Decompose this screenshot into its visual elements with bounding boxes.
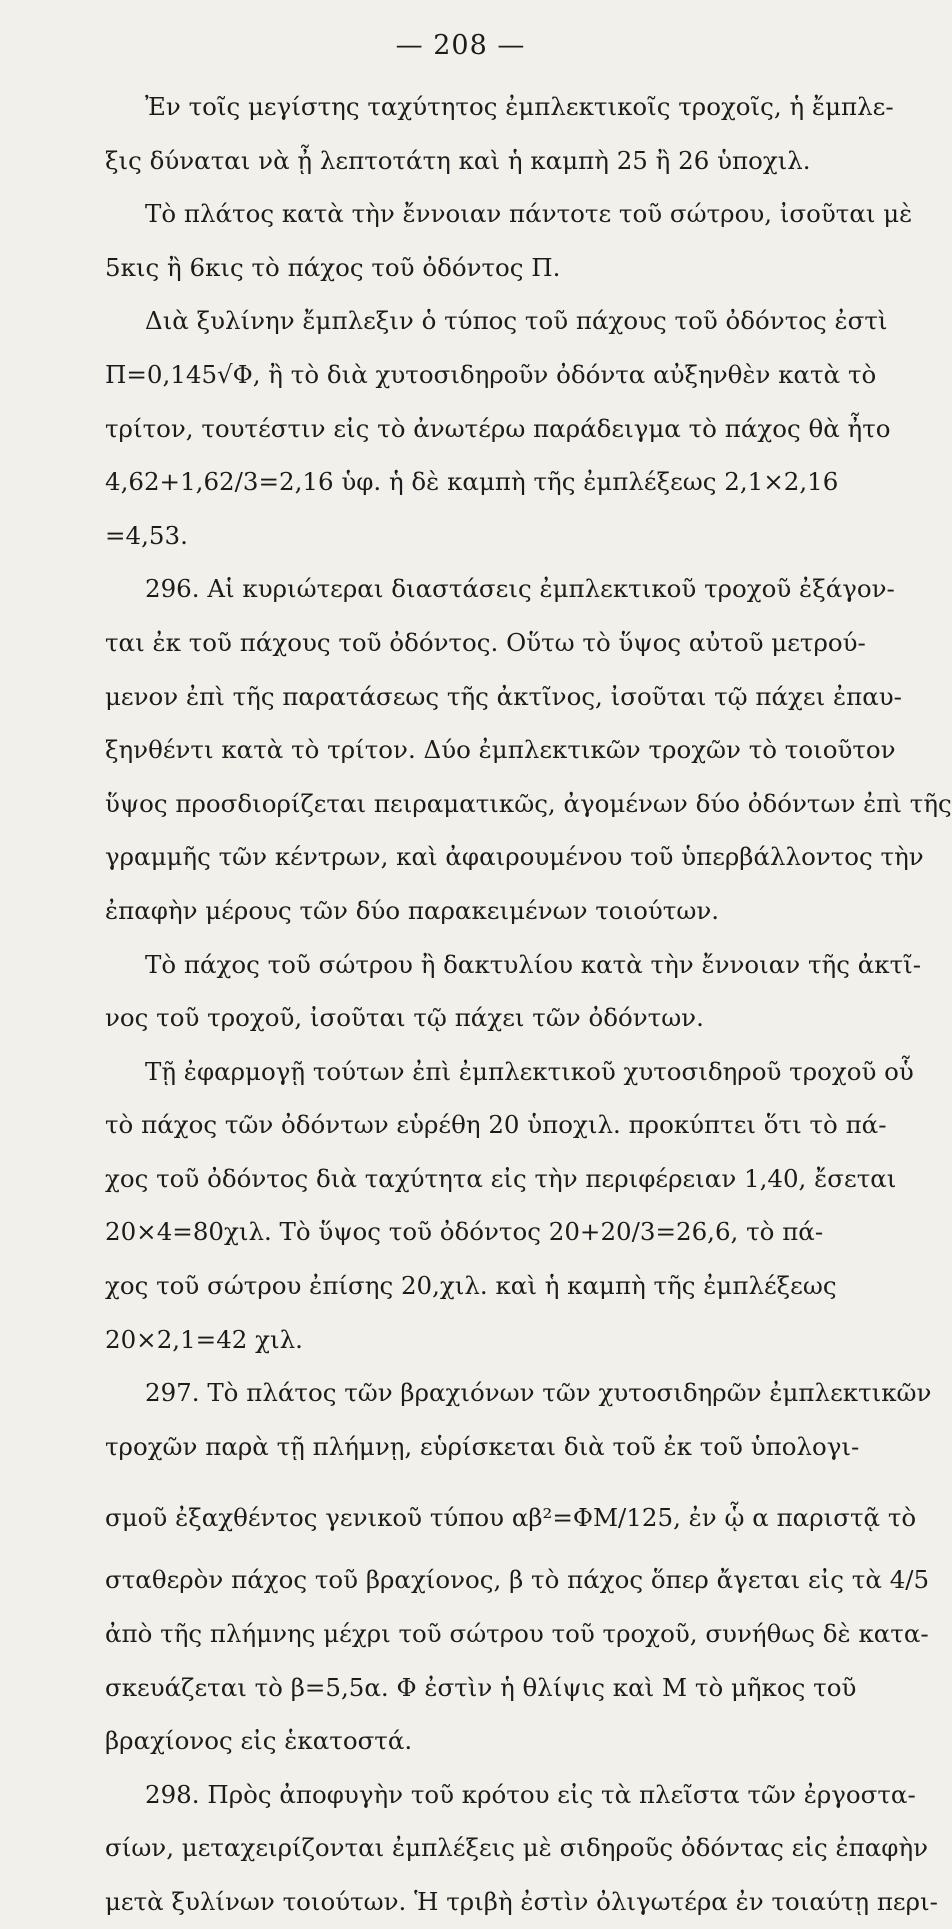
text-line: τὸ πάχος τῶν ὀδόντων εὑρέθη 20 ὑποχιλ. προκύπτει ὅτι τὸ πά- bbox=[105, 1110, 887, 1140]
formula-line: σμοῦ ἐξαχθέντος γενικοῦ τύπου αβ²=ΦΜ/125, ἐν ᾧ α παριστᾷ τὸ bbox=[105, 1503, 917, 1533]
text-line: ξηνθέντι κατὰ τὸ τρίτον. Δύο ἐμπλεκτικῶν τροχῶν τὸ τοιοῦτον bbox=[105, 735, 896, 765]
text-line: μετὰ ξυλίνων τοιούτων. Ἡ τριβὴ ἐστὶν ὀλιγωτέρα ἐν τοιαύτῃ περι- bbox=[105, 1887, 938, 1916]
text-line: Τὸ πλάτος κατὰ τὴν ἔννοιαν πάντοτε τοῦ σώτρου, ἰσοῦται μὲ bbox=[145, 199, 913, 229]
text-line: ἐπαφὴν μέρους τῶν δύο παρακειμένων τοιούτων. bbox=[105, 895, 720, 925]
section-298-start: 298. Πρὸς ἀποφυγὴν τοῦ κρότου εἰς τὰ πλεῖστα τῶν ἐργοστα- bbox=[145, 1779, 916, 1809]
text-line: σταθερὸν πάχος τοῦ βραχίονος, β τὸ πάχος ὅπερ ἄγεται εἰς τὰ 4/5 bbox=[105, 1565, 930, 1595]
text-line: 5κις ἢ 6κις τὸ πάχος τοῦ ὀδόντος Π. bbox=[105, 252, 561, 282]
section-296-start: 296. Αἱ κυριώτεραι διαστάσεις ἐμπλεκτικοῦ τροχοῦ ἐξάγον- bbox=[145, 574, 895, 604]
text-line: μενον ἐπὶ τῆς παρατάσεως τῆς ἀκτῖνος, ἰσοῦται τῷ πάχει ἐπαυ- bbox=[105, 681, 902, 711]
text-line: Διὰ ξυλίνην ἔμπλεξιν ὁ τύπος τοῦ πάχους τοῦ ὀδόντος ἐστὶ bbox=[145, 306, 888, 336]
text-line: 4,62+1,62/3=2,16 ὑφ. ἡ δὲ καμπὴ τῆς ἐμπλέξεως 2,1×2,16 bbox=[105, 467, 839, 497]
text-line: ὕψος προσδιορίζεται πειραματικῶς, ἀγομένων δύο ὀδόντων ἐπὶ τῆς bbox=[105, 788, 952, 818]
text-line: γραμμῆς τῶν κέντρων, καὶ ἀφαιρουμένου τοῦ ὑπερβάλλοντος τὴν bbox=[105, 842, 924, 872]
text-line: σκευάζεται τὸ β=5,5α. Φ ἐστὶν ἡ θλίψις καὶ Μ τὸ μῆκος τοῦ bbox=[105, 1672, 857, 1702]
text-line: 20×4=80χιλ. Τὸ ὕψος τοῦ ὀδόντος 20+20/3=26,6, τὸ πά- bbox=[105, 1217, 824, 1247]
text-line: Π=0,145√Φ, ἢ τὸ διὰ χυτοσιδηροῦν ὀδόντα αὐξηνθὲν κατὰ τὸ bbox=[105, 359, 877, 389]
text-line: ται ἐκ τοῦ πάχους τοῦ ὀδόντος. Οὕτω τὸ ὕψος αὐτοῦ μετρού- bbox=[105, 627, 866, 657]
text-line: χος τοῦ ὀδόντος διὰ ταχύτητα εἰς τὴν περιφέρειαν 1,40, ἔσεται bbox=[105, 1163, 897, 1193]
section-297-start: 297. Τὸ πλάτος τῶν βραχιόνων τῶν χυτοσιδηρῶν ἐμπλεκτικῶν bbox=[145, 1378, 932, 1408]
text-line: =4,53. bbox=[105, 520, 188, 550]
page-number: — 208 — bbox=[395, 30, 526, 61]
text-line: τρίτον, τουτέστιν εἰς τὸ ἀνωτέρω παράδειγμα τὸ πάχος θὰ ἦτο bbox=[105, 413, 891, 443]
text-line: Ἐν τοῖς μεγίστης ταχύτητος ἐμπλεκτικοῖς τροχοῖς, ἡ ἔμπλε- bbox=[145, 92, 894, 121]
text-line: Τὸ πάχος τοῦ σώτρου ἢ δακτυλίου κατὰ τὴν ἔννοιαν τῆς ἀκτῖ- bbox=[145, 949, 922, 979]
text-line: τροχῶν παρὰ τῇ πλήμνῃ, εὑρίσκεται διὰ τοῦ ἐκ τοῦ ὑπολογι- bbox=[105, 1431, 860, 1461]
text-line: βραχίονος εἰς ἑκατοστά. bbox=[105, 1726, 413, 1756]
text-line: νος τοῦ τροχοῦ, ἰσοῦται τῷ πάχει τῶν ὀδόντων. bbox=[105, 1003, 704, 1033]
text-line: 20×2,1=42 χιλ. bbox=[105, 1324, 303, 1354]
text-line: ξις δύναται νὰ ᾖ λεπτοτάτη καὶ ἡ καμπὴ 25 ἢ 26 ὑποχιλ. bbox=[105, 145, 811, 175]
text-line: χος τοῦ σώτρου ἐπίσης 20,χιλ. καὶ ἡ καμπὴ τῆς ἐμπλέξεως bbox=[105, 1271, 837, 1301]
text-line: ἀπὸ τῆς πλήμνης μέχρι τοῦ σώτρου τοῦ τροχοῦ, συνήθως δὲ κατα- bbox=[105, 1619, 929, 1649]
body-text bbox=[105, 80, 952, 1929]
text-line: σίων, μεταχειρίζονται ἐμπλέξεις μὲ σιδηροῦς ὀδόντας εἰς ἐπαφὴν bbox=[105, 1833, 929, 1863]
text-line: Τῇ ἐφαρμογῇ τούτων ἐπὶ ἐμπλεκτικοῦ χυτοσιδηροῦ τροχοῦ οὗ bbox=[145, 1056, 914, 1086]
